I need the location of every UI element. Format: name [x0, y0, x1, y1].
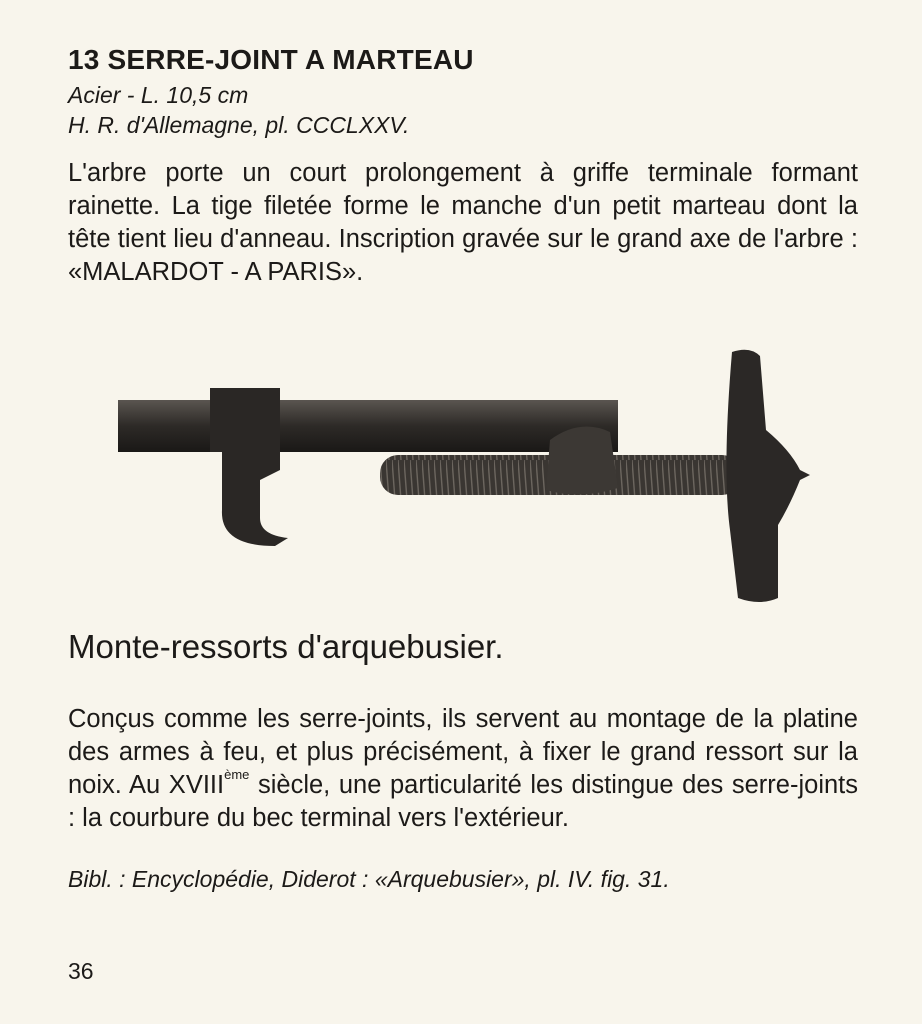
entry-material: Acier - L. 10,5 cm	[68, 82, 249, 108]
bibliography: Bibl. : Encyclopédie, Diderot : «Arquebusier», pl. IV. fig. 31.	[68, 866, 670, 892]
entry-title: 13 SERRE-JOINT A MARTEAU	[68, 44, 474, 75]
clamp-jaw	[210, 388, 288, 546]
clamp-hammer-photo	[110, 340, 830, 615]
section-text-start: Conçus comme les serre-joints, ils servent au montage de la platine des armes à feu, et plus précisément, à fixer le grand ressort sur la noix. Au XVIII	[68, 705, 858, 799]
clamp-nut	[546, 427, 618, 495]
entry-description: L'arbre porte un court prolongement à griffe terminale formant rainette. La tige filetée forme le manche d'un petit marteau dont la tête tient lieu d'anneau. Inscription gravée sur le grand axe de l'arbre : «MALARDOT - A PARIS».	[68, 159, 858, 286]
hammer-head	[726, 350, 810, 602]
ordinal-superscript: ème	[224, 767, 250, 782]
clamp-bar	[118, 400, 618, 452]
page-number: 36	[68, 958, 94, 984]
section-text-end: siècle, une particularité les distingue des serre-joints : la courbure du bec terminal vers l'extérieur.	[68, 771, 858, 832]
section-text	[68, 703, 858, 835]
entry-reference: H. R. d'Allemagne, pl. CCCLXXV.	[68, 112, 410, 138]
section-title: Monte-ressorts d'arquebusier.	[68, 628, 504, 665]
